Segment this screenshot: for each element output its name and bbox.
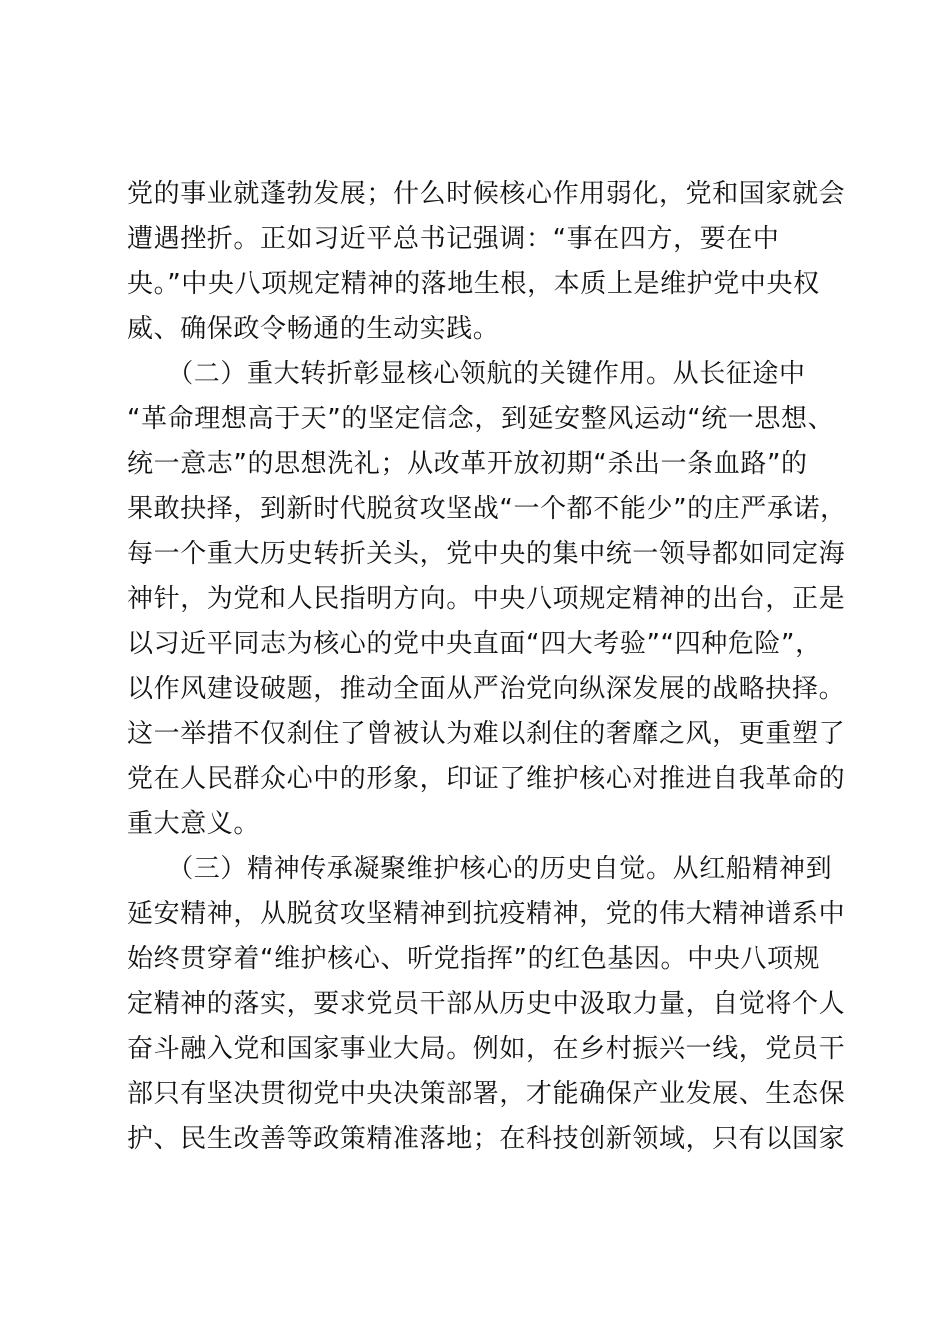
text-line: 奋斗融入党和国家事业大局。例如，在乡村振兴一线，党员干 — [127, 1034, 846, 1064]
text-line: 神针，为党和人民指明方向。中央八项规定精神的出台，正是 — [127, 584, 846, 614]
text-line: 重大意义。 — [127, 809, 261, 839]
text-line: 果敢抉择，到新时代脱贫攻坚战“一个都不能少”的庄严承诺， — [127, 494, 847, 524]
text-line: 统一意志”的思想洗礼；从改革开放初期“杀出一条血路”的 — [127, 449, 808, 479]
text-line: 央。”中央八项规定精神的落地生根，本质上是维护党中央权 — [127, 269, 820, 299]
text-line: 党在人民群众心中的形象，印证了维护核心对推进自我革命的 — [127, 764, 846, 794]
text-line: 延安精神，从脱贫攻坚精神到抗疫精神，党的伟大精神谱系中 — [127, 899, 846, 929]
text-line: “革命理想高于天”的坚定信念，到延安整风运动“统一思想、 — [127, 404, 835, 434]
text-line: 护、民生改善等政策精准落地；在科技创新领域，只有以国家 — [127, 1124, 846, 1154]
section-heading-line: （二）重大转折彰显核心领航的关键作用。从长征途中 — [127, 359, 806, 389]
text-line: 每一个重大历史转折关头，党中央的集中统一领导都如同定海 — [127, 539, 846, 569]
text-line: 以作风建设破题，推动全面从严治党向纵深发展的战略抉择。 — [127, 674, 846, 704]
text-line: 定精神的落实，要求党员干部从历史中汲取力量，自觉将个人 — [127, 989, 846, 1019]
section-heading-line: （三）精神传承凝聚维护核心的历史自觉。从红船精神到 — [127, 854, 833, 884]
body-text — [127, 172, 847, 1162]
text-line: 部只有坚决贯彻党中央决策部署，才能确保产业发展、生态保 — [127, 1079, 846, 1109]
text-line: 这一举措不仅刹住了曾被认为难以刹住的奢靡之风，更重塑了 — [127, 719, 846, 749]
text-line: 以习近平同志为核心的党中央直面“四大考验”“四种危险”， — [127, 629, 822, 659]
text-line: 始终贯穿着“维护核心、听党指挥”的红色基因。中央八项规 — [127, 944, 821, 974]
text-line: 遭遇挫折。正如习近平总书记强调：“事在四方，要在中 — [127, 224, 780, 254]
text-line: 威、确保政令畅通的生动实践。 — [127, 314, 500, 344]
text-line: 党的事业就蓬勃发展；什么时候核心作用弱化，党和国家就会 — [127, 179, 846, 209]
